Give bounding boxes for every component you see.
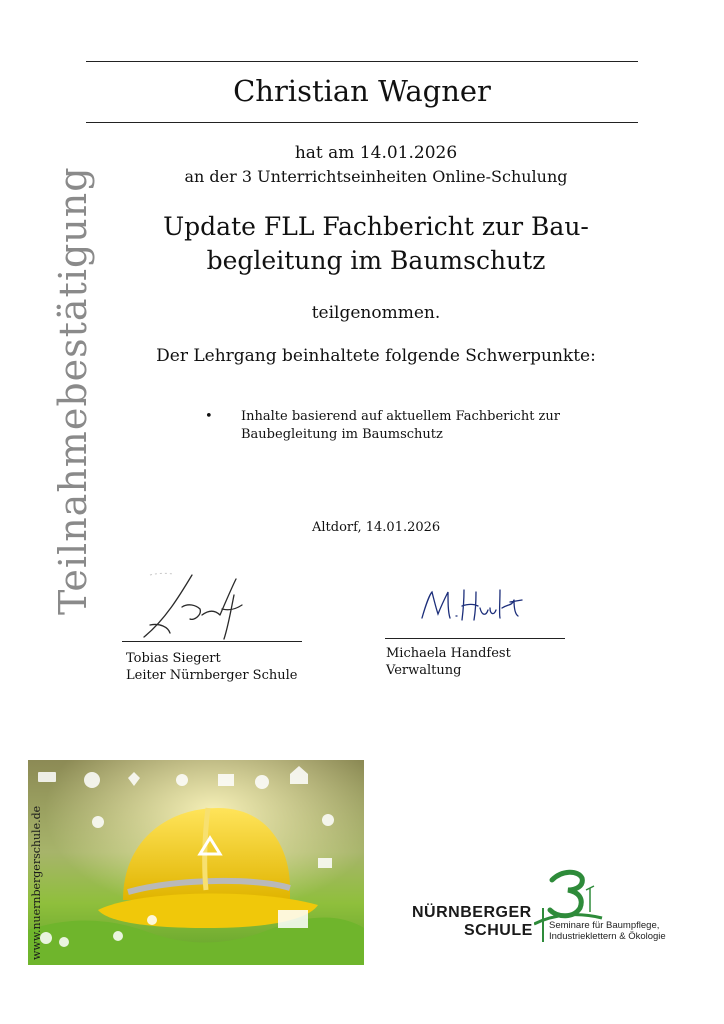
signature-handfest-image [418, 584, 528, 629]
bullet-icon: • [205, 409, 213, 424]
signature-siegert-image [130, 565, 260, 645]
signatory-handfest [386, 645, 511, 679]
signature-line-handfest [385, 638, 565, 639]
participant-name: Christian Wagner [233, 74, 491, 108]
focus-item-text: Inhalte basierend auf aktuellem Fachbericht zur Baubegleitung im Baumschutz [241, 409, 560, 442]
side-title: Teilnahmebestätigung [51, 166, 95, 615]
logo-line1: NÜRNBERGER [412, 904, 532, 921]
name-underline [86, 122, 638, 123]
nuernberger-schule-logo [412, 868, 682, 958]
signatory-role: Leiter Nürnberger Schule [126, 668, 298, 683]
course-title [86, 210, 666, 278]
hard-hat-photo [28, 760, 364, 965]
logo-mark-icon [534, 868, 604, 928]
focus-intro: Der Lehrgang beinhaltete folgende Schwerpunkte: [156, 346, 596, 366]
attendance-line: hat am 14.01.2026 [294, 143, 458, 163]
website-watermark: www.nuernbergerschule.de [30, 805, 43, 960]
participated-text: teilgenommen. [311, 303, 441, 323]
signatory-name: Michaela Handfest [386, 646, 511, 661]
logo-tagline-line1: Seminare für Baumpflege, [549, 920, 660, 931]
place-date: Altdorf, 14.01.2026 [312, 520, 441, 535]
signature-line-siegert [122, 641, 302, 642]
logo-tagline-line2: Industrieklettern & Ökologie [549, 931, 666, 942]
signatory-name: Tobias Siegert [126, 651, 221, 666]
course-title-line1: Update FLL Fachbericht zur Bau- [163, 212, 589, 241]
signatory-siegert [126, 650, 297, 684]
training-line: an der 3 Unterrichtseinheiten Online-Schulung [184, 167, 568, 186]
course-title-line2: begleitung im Baumschutz [206, 246, 546, 275]
logo-tagline [549, 920, 666, 942]
logo-line2: SCHULE [464, 922, 533, 939]
logo-divider [542, 908, 544, 942]
signatory-role: Verwaltung [386, 663, 462, 678]
top-rule [86, 61, 638, 62]
